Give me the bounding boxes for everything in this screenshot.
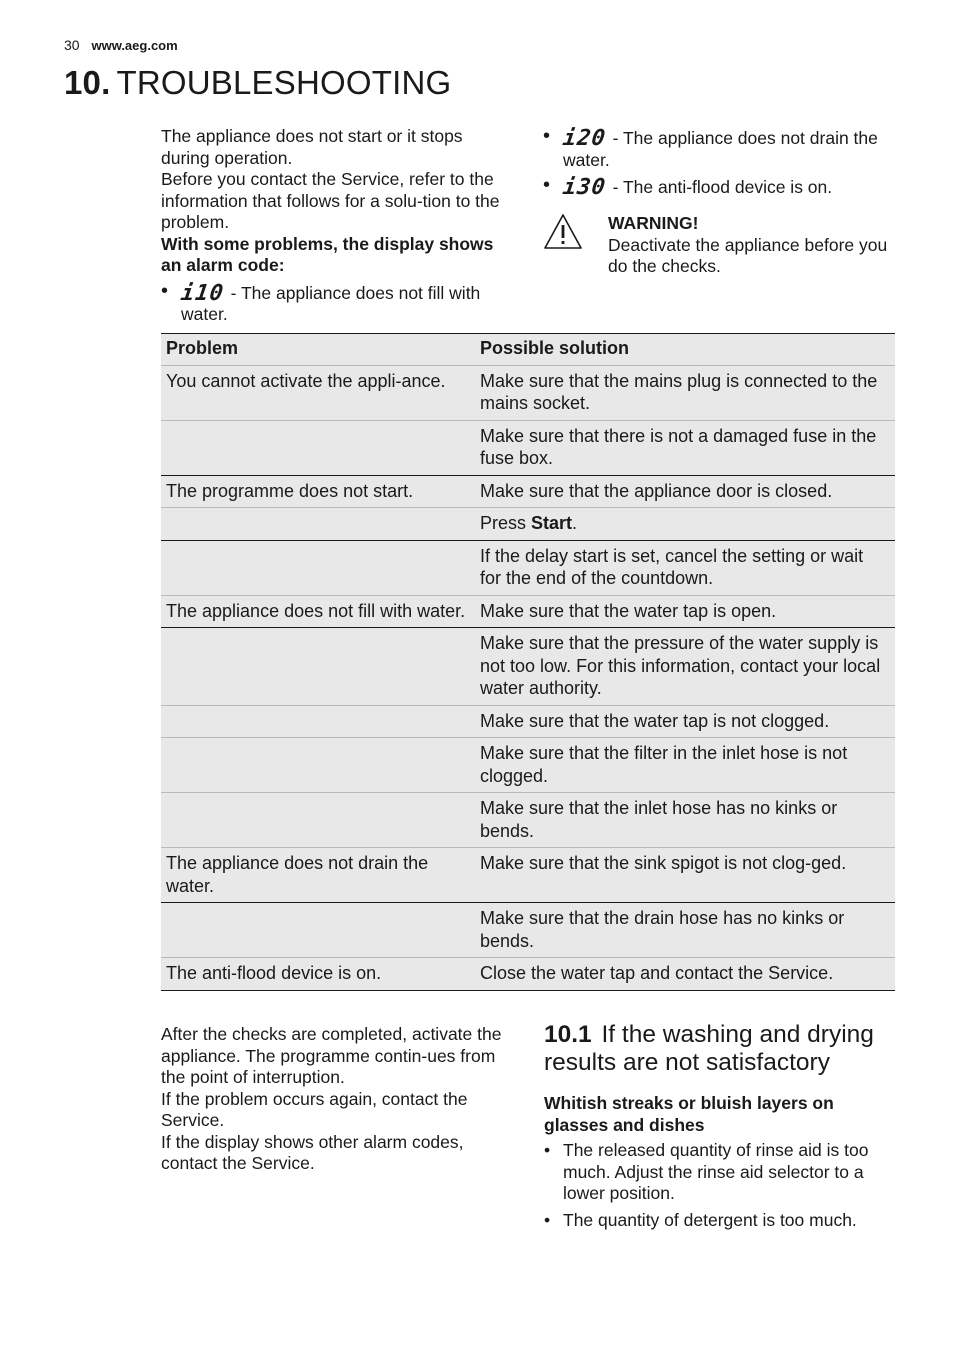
solution-cell: Close the water tap and contact the Service. <box>475 958 895 991</box>
problem-cell <box>161 705 475 738</box>
table-row <box>161 628 895 706</box>
table-row <box>161 365 895 420</box>
section-number: 10.1 <box>544 1021 592 1048</box>
table-row <box>161 848 895 903</box>
problem-cell: The anti-flood device is on. <box>161 958 475 991</box>
warning-title: WARNING! <box>608 213 699 233</box>
problem-cell <box>161 420 475 475</box>
table-row <box>161 420 895 475</box>
page-header <box>64 37 178 53</box>
alarm-code-description: - The appliance does not drain the water. <box>563 128 878 170</box>
table-row <box>161 793 895 848</box>
section-10-1 <box>544 1021 899 1236</box>
table-row <box>161 738 895 793</box>
solution-cell: Make sure that the drain hose has no kinks or bends. <box>475 903 895 958</box>
intro-paragraph: The appliance does not start or it stops during operation. <box>161 126 463 168</box>
solution-cell: Make sure that the mains plug is connected to the mains socket. <box>475 365 895 420</box>
after-checks-text <box>161 1024 511 1175</box>
problem-cell <box>161 793 475 848</box>
column-header-problem: Problem <box>161 334 475 366</box>
after-paragraph: If the problem occurs again, contact the Service. <box>161 1088 468 1130</box>
warning-triangle-icon <box>543 213 583 251</box>
problem-cell: The appliance does not drain the water. <box>161 848 475 903</box>
problem-cell <box>161 540 475 595</box>
section-title: If the washing and drying results are not satisfactory <box>544 1021 874 1076</box>
website-url: www.aeg.com <box>91 38 178 53</box>
after-paragraph: After the checks are completed, activate the appliance. The programme contin-ues from the point of interruption. <box>161 1024 502 1087</box>
alarm-code-item <box>543 128 893 171</box>
page-number: 30 <box>64 37 80 53</box>
solution-text: Press <box>480 513 532 533</box>
solution-cell: Make sure that the filter in the inlet hose is not clogged. <box>475 738 895 793</box>
section-heading <box>544 1021 899 1077</box>
alarm-code: i30 <box>561 175 608 200</box>
subheading: Whitish streaks or bluish layers on glasses and dishes <box>544 1093 834 1135</box>
alarm-code: i20 <box>561 126 608 151</box>
alarm-code-description: - The anti-flood device is on. <box>607 177 833 197</box>
intro-paragraph: Before you contact the Service, refer to the information that follows for a solu-tion to the problem. <box>161 169 500 232</box>
warning-text: Deactivate the appliance before you do the checks. <box>608 234 888 276</box>
table-row <box>161 540 895 595</box>
table-row <box>161 903 895 958</box>
alarm-code-item <box>543 177 893 199</box>
alarm-code: i10 <box>179 280 226 306</box>
chapter-title: TROUBLESHOOTING <box>116 64 452 101</box>
page-title <box>64 64 451 102</box>
after-paragraph: If the display shows other alarm codes, contact the Service. <box>161 1131 464 1173</box>
solution-cell: Make sure that the sink spigot is not clog-ged. <box>475 848 895 903</box>
column-header-solution: Possible solution <box>475 334 895 366</box>
problem-cell <box>161 508 475 541</box>
table-row <box>161 705 895 738</box>
alarm-code-intro: With some problems, the display shows an alarm code: <box>161 233 494 275</box>
troubleshooting-table <box>161 333 895 991</box>
table-row <box>161 475 895 508</box>
table-row <box>161 958 895 991</box>
problem-cell: You cannot activate the appli-ance. <box>161 365 475 420</box>
solution-text: . <box>572 513 578 533</box>
intro-left-column <box>161 126 503 326</box>
alarm-code-item <box>161 280 503 326</box>
table-row <box>161 508 895 541</box>
problem-cell <box>161 903 475 958</box>
alarm-code-description: - The appliance does not fill with water. <box>181 282 481 324</box>
cause-list <box>544 1140 899 1231</box>
chapter-number: 10. <box>64 64 111 101</box>
solution-cell <box>475 508 895 541</box>
solution-cell: Make sure that there is not a damaged fuse in the fuse box. <box>475 420 895 475</box>
intro-right-column <box>543 128 893 199</box>
problem-cell <box>161 628 475 706</box>
problem-cell: The programme does not start. <box>161 475 475 508</box>
start-keyword: Start <box>531 513 573 533</box>
problem-cell: The appliance does not fill with water. <box>161 595 475 628</box>
solution-cell: Make sure that the water tap is open. <box>475 595 895 628</box>
table-row <box>161 595 895 628</box>
problem-cell <box>161 738 475 793</box>
solution-cell: Make sure that the pressure of the water supply is not too low. For this information, contact your local water authority. <box>475 628 895 706</box>
solution-cell: Make sure that the appliance door is closed. <box>475 475 895 508</box>
solution-cell: Make sure that the water tap is not clogged. <box>475 705 895 738</box>
list-item: • The released quantity of rinse aid is too much. Adjust the rinse aid selector to a lower position. <box>544 1140 899 1205</box>
solution-cell: If the delay start is set, cancel the setting or wait for the end of the countdown. <box>475 540 895 595</box>
solution-cell: Make sure that the inlet hose has no kinks or bends. <box>475 793 895 848</box>
list-item: • The quantity of detergent is too much. <box>544 1210 899 1232</box>
table-header-row <box>161 334 895 366</box>
